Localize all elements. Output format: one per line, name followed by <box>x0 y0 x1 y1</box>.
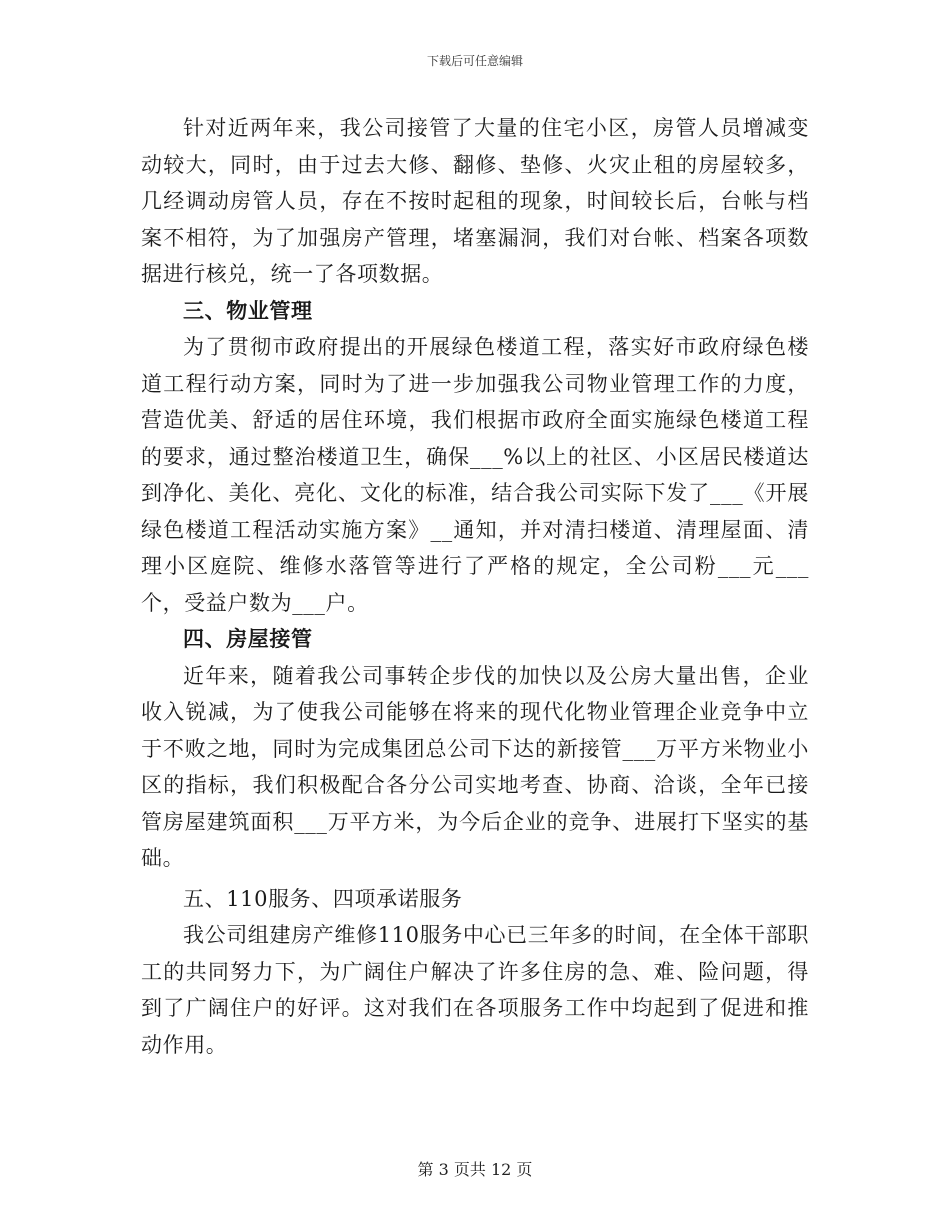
paragraph-archive-verification: 针对近两年来，我公司接管了大量的住宅小区，房管人员增减变动较大，同时，由于过去大修、翻修、垫修、火灾止租的房屋较多，几经调动房管人员，存在不按时起租的现象，时间较长后，台帐与档案不相符，为了加强房产管理，堵塞漏洞，我们对台帐、档案各项数据进行核兑，统一了各项数据。 <box>141 116 809 286</box>
paragraph-housing-takeover: 近年来，随着我公司事转企步伐的加快以及公房大量出售，企业收入锐减，为了使我公司能够在将来的现代化物业管理企业竞争中立于不败之地，同时为完成集团总公司下达的新接管___万平方米物业小区的指标，我们积极配合各分公司实地考查、协商、洽谈，全年已接管房屋建筑面积___万平方米，为今后企业的竞争、进展打下坚实的基础。 <box>141 663 809 870</box>
section-heading-110-service: 五、110服务、四项承诺服务 <box>183 886 463 911</box>
paragraph-110-service: 我公司组建房产维修110服务中心已三年多的时间，在全体干部职工的共同努力下，为广阔住户解决了许多住房的急、难、险问题，得到了广阔住户的好评。这对我们在各项服务工作中均起到了促进和推动作用。 <box>141 923 809 1057</box>
page-header: 下载后可任意编辑 <box>426 54 523 68</box>
document-body <box>141 110 809 1063</box>
section-heading-property-management: 三、物业管理 <box>183 298 313 323</box>
section-heading-housing-takeover: 四、房屋接管 <box>183 627 313 651</box>
paragraph-green-corridor: 为了贯彻市政府提出的开展绿色楼道工程，落实好市政府绿色楼道工程行动方案，同时为了进一步加强我公司物业管理工作的力度，营造优美、舒适的居住环境，我们根据市政府全面实施绿色楼道工程的要求，通过整治楼道卫生，确保___%以上的社区、小区居民楼道达到净化、美化、亮化、文化的标准，结合我公司实际下发了___《开展绿色楼道工程活动实施方案》__通知，并对清扫楼道、清理屋面、清理小区庭院、维修水落管等进行了严格的规定，全公司粉___元___个，受益户数为___户。 <box>141 335 809 615</box>
page-number: 第 3 页共 12 页 <box>417 1160 533 1179</box>
